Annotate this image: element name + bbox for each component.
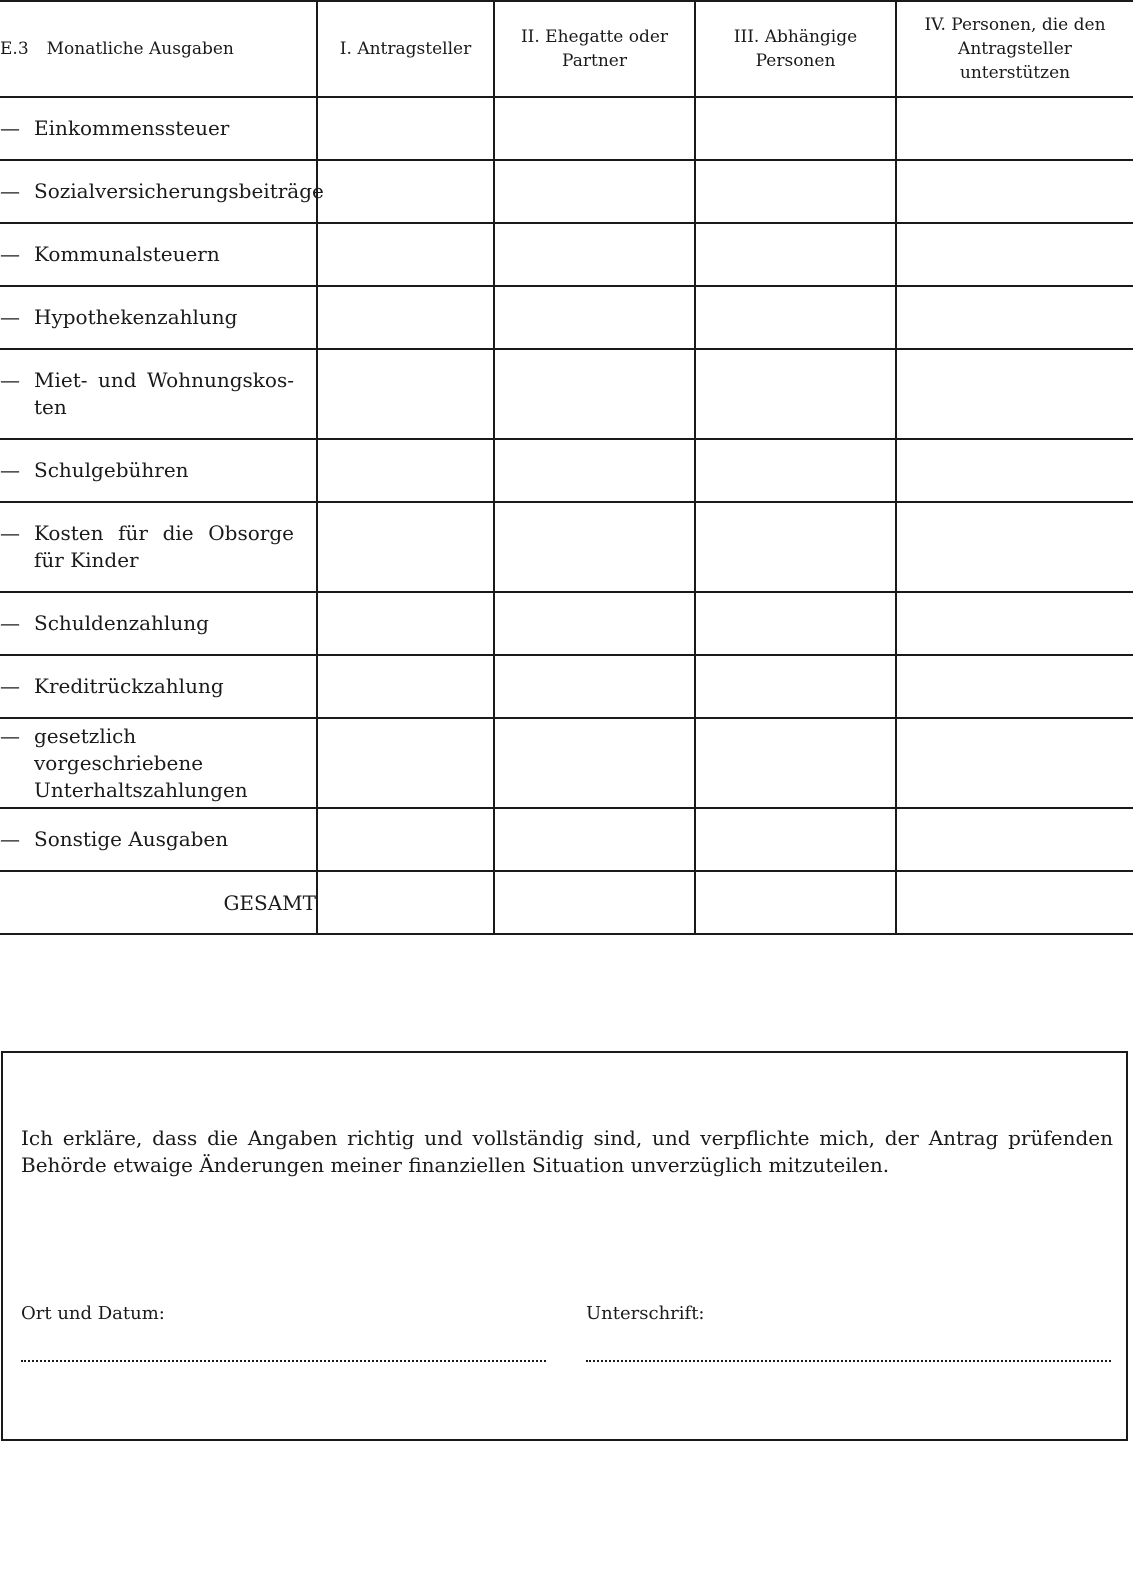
amount-cell[interactable]: [695, 592, 896, 655]
amount-cell[interactable]: [317, 97, 494, 160]
expense-item-label: [0, 592, 317, 655]
amount-cell[interactable]: [695, 502, 896, 592]
expense-item-label: [0, 349, 317, 439]
amount-cell[interactable]: [695, 97, 896, 160]
amount-cell[interactable]: [695, 718, 896, 808]
table-row: [0, 97, 1133, 160]
expense-item-label: [0, 808, 317, 871]
table-row: [0, 349, 1133, 439]
item-label-text: Schuldenzahlung: [34, 611, 209, 635]
table-row: [0, 439, 1133, 502]
amount-cell[interactable]: [896, 160, 1133, 223]
item-dash: —: [0, 179, 20, 203]
amount-cell[interactable]: [317, 808, 494, 871]
amount-cell[interactable]: [494, 502, 695, 592]
section-header: [0, 1, 317, 97]
amount-cell[interactable]: [896, 718, 1133, 808]
item-dash: —: [0, 242, 20, 266]
item-dash: —: [0, 458, 20, 482]
amount-cell[interactable]: [317, 655, 494, 718]
amount-cell[interactable]: [896, 349, 1133, 439]
amount-cell[interactable]: [896, 655, 1133, 718]
declaration-text: Ich erkläre, dass die Angaben richtig und vollständig sind, und verpflichte mich, der Antrag prüfenden Behörde etwaige Änderungen meiner finanziellen Situation unverzüglich mitzuteilen.: [21, 1126, 1113, 1177]
total-amount-cell[interactable]: [494, 871, 695, 934]
total-amount-cell[interactable]: [695, 871, 896, 934]
item-label-text: Schulgebühren: [34, 458, 189, 482]
item-dash: —: [0, 674, 20, 698]
expense-item-label: [0, 655, 317, 718]
amount-cell[interactable]: [695, 439, 896, 502]
amount-cell[interactable]: [317, 160, 494, 223]
table-row: [0, 655, 1133, 718]
table-row: [0, 160, 1133, 223]
amount-cell[interactable]: [494, 286, 695, 349]
item-label-text: Kreditrückzahlung: [34, 674, 224, 698]
amount-cell[interactable]: [317, 223, 494, 286]
item-dash: —: [0, 305, 20, 329]
expense-item-label: [0, 718, 317, 808]
expense-item-label: [0, 160, 324, 223]
item-dash: —: [0, 723, 20, 748]
column-header-spouse: II. Ehegatte oder Partner: [494, 1, 695, 97]
place-date-label: Ort und Datum:: [21, 1303, 165, 1324]
amount-cell[interactable]: [695, 808, 896, 871]
amount-cell[interactable]: [317, 592, 494, 655]
column-header-supporters: IV. Personen, die den Antragsteller unterstützen: [896, 1, 1133, 97]
signature-field[interactable]: [586, 1360, 1111, 1362]
table-row: [0, 286, 1133, 349]
item-dash: —: [0, 521, 20, 545]
amount-cell[interactable]: [494, 718, 695, 808]
amount-cell[interactable]: [896, 592, 1133, 655]
expense-item-label: [0, 439, 317, 502]
amount-cell[interactable]: [494, 223, 695, 286]
item-label-text: Kosten für die Obsorge für Kinder: [34, 521, 294, 572]
total-label: GESAMT: [0, 871, 317, 934]
amount-cell[interactable]: [494, 592, 695, 655]
item-label-text: Hypothekenzahlung: [34, 305, 238, 329]
amount-cell[interactable]: [896, 286, 1133, 349]
expense-rows: [0, 97, 1133, 934]
amount-cell[interactable]: [695, 655, 896, 718]
amount-cell[interactable]: [896, 502, 1133, 592]
amount-cell[interactable]: [494, 808, 695, 871]
amount-cell[interactable]: [317, 502, 494, 592]
table-row: [0, 808, 1133, 871]
amount-cell[interactable]: [494, 160, 695, 223]
amount-cell[interactable]: [896, 97, 1133, 160]
place-date-field[interactable]: [21, 1360, 546, 1362]
expense-item-label: [0, 286, 317, 349]
item-dash: —: [0, 827, 20, 851]
declaration-box: [1, 1051, 1128, 1441]
amount-cell[interactable]: [317, 439, 494, 502]
item-label-text: Sozialversicherungsbeiträge: [34, 179, 324, 203]
amount-cell[interactable]: [317, 349, 494, 439]
column-header-dependents: III. Abhängige Personen: [695, 1, 896, 97]
total-amount-cell[interactable]: [896, 871, 1133, 934]
total-amount-cell[interactable]: [317, 871, 494, 934]
table-row: [0, 502, 1133, 592]
amount-cell[interactable]: [695, 349, 896, 439]
table-row: [0, 592, 1133, 655]
item-label-text: Kommunalsteuern: [34, 242, 220, 266]
amount-cell[interactable]: [317, 718, 494, 808]
amount-cell[interactable]: [494, 439, 695, 502]
item-label-text: gesetzlich vorgeschriebene Unterhaltszahlungen: [34, 723, 248, 802]
section-title: Monatliche Ausgaben: [46, 39, 234, 59]
header-row: [0, 1, 1133, 97]
table-row: [0, 718, 1133, 808]
expense-item-label: [0, 223, 317, 286]
total-row: [0, 871, 1133, 934]
amount-cell[interactable]: [494, 655, 695, 718]
amount-cell[interactable]: [317, 286, 494, 349]
item-dash: —: [0, 116, 20, 140]
table-row: [0, 223, 1133, 286]
column-header-applicant: I. Antragsteller: [317, 1, 494, 97]
amount-cell[interactable]: [695, 160, 896, 223]
section-code: E.3: [0, 39, 29, 59]
expense-item-label: [0, 97, 317, 160]
expense-item-label: [0, 502, 317, 592]
amount-cell[interactable]: [695, 223, 896, 286]
item-label-text: Miet- und Wohnungskosten: [34, 368, 294, 419]
amount-cell[interactable]: [494, 349, 695, 439]
amount-cell[interactable]: [695, 286, 896, 349]
amount-cell[interactable]: [896, 223, 1133, 286]
item-dash: —: [0, 611, 20, 635]
item-dash: —: [0, 368, 20, 392]
amount-cell[interactable]: [896, 808, 1133, 871]
item-label-text: Sonstige Ausgaben: [34, 827, 229, 851]
amount-cell[interactable]: [494, 97, 695, 160]
signature-label: Unterschrift:: [586, 1303, 705, 1324]
amount-cell[interactable]: [896, 439, 1133, 502]
item-label-text: Einkommenssteuer: [34, 116, 230, 140]
